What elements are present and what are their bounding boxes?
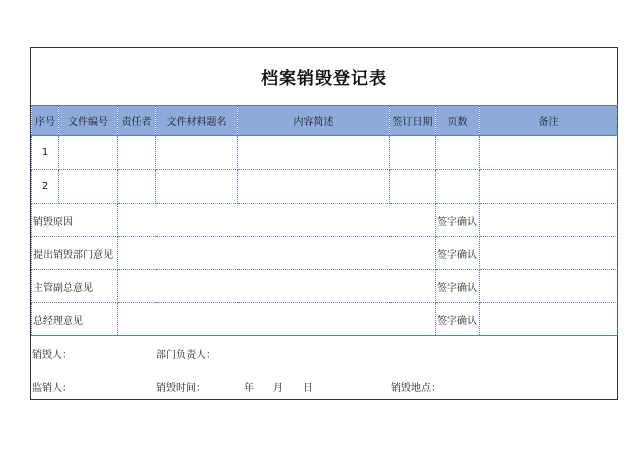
pages-cell[interactable]	[436, 170, 480, 204]
dept-opinion-field[interactable]	[118, 237, 436, 270]
destruction-reason-field[interactable]	[118, 204, 436, 237]
destruction-reason-label: 销毁原因	[32, 204, 118, 237]
pages-cell[interactable]	[436, 136, 480, 170]
gm-opinion-row	[32, 303, 618, 336]
column-header-remarks: 备注	[480, 106, 618, 136]
remarks-cell[interactable]	[480, 170, 618, 204]
month-label: 月	[273, 383, 283, 394]
sign-date-cell[interactable]	[390, 170, 436, 204]
dept-head-label: 部门负责人：	[156, 350, 216, 361]
destruction-reason-row	[32, 204, 618, 237]
responsible-cell[interactable]	[118, 170, 156, 204]
file-title-cell[interactable]	[156, 170, 238, 204]
gm-opinion-label: 总经理意见	[32, 303, 118, 336]
header-row	[32, 106, 618, 136]
column-header-responsible: 责任者	[118, 106, 156, 136]
destruction-register-form	[30, 47, 618, 400]
gm-opinion-field[interactable]	[118, 303, 436, 336]
vp-opinion-field[interactable]	[118, 270, 436, 303]
column-header-file-title: 文件材料题名	[156, 106, 238, 136]
signature-field[interactable]	[480, 303, 618, 336]
year-label: 年	[244, 383, 254, 394]
register-table	[31, 105, 618, 336]
column-header-file-number: 文件编号	[59, 106, 118, 136]
destruction-location-label: 销毁地点：	[391, 383, 441, 394]
summary-cell[interactable]	[238, 170, 390, 204]
dept-opinion-label: 提出销毁部门意见	[32, 237, 118, 270]
signature-field[interactable]	[480, 204, 618, 237]
signature-field[interactable]	[480, 237, 618, 270]
signature-field[interactable]	[480, 270, 618, 303]
destruction-time-label: 销毁时间：	[156, 383, 206, 394]
sign-date-cell[interactable]	[390, 136, 436, 170]
form-title: 档案销毁登记表	[261, 69, 387, 89]
column-header-sign-date: 签订日期	[390, 106, 436, 136]
file-title-cell[interactable]	[156, 136, 238, 170]
sign-confirm-label: 签字确认	[436, 237, 480, 270]
remarks-cell[interactable]	[480, 136, 618, 170]
sign-confirm-label: 签字确认	[436, 303, 480, 336]
file-number-cell[interactable]	[59, 170, 118, 204]
column-header-seq: 序号	[32, 106, 59, 136]
file-number-cell[interactable]	[59, 136, 118, 170]
table-row	[32, 136, 618, 170]
column-header-pages: 页数	[436, 106, 480, 136]
destroyer-label: 销毁人：	[32, 350, 72, 361]
vp-opinion-label: 主管副总意见	[32, 270, 118, 303]
sign-confirm-label: 签字确认	[436, 204, 480, 237]
supervisor-label: 监销人：	[32, 383, 72, 394]
summary-cell[interactable]	[238, 136, 390, 170]
signature-footer	[31, 335, 617, 399]
row-number: 2	[32, 170, 59, 204]
table-row	[32, 170, 618, 204]
sign-confirm-label: 签字确认	[436, 270, 480, 303]
vp-opinion-row	[32, 270, 618, 303]
dept-opinion-row	[32, 237, 618, 270]
responsible-cell[interactable]	[118, 136, 156, 170]
row-number: 1	[32, 136, 59, 170]
day-label: 日	[303, 383, 313, 394]
column-header-summary: 内容简述	[238, 106, 390, 136]
